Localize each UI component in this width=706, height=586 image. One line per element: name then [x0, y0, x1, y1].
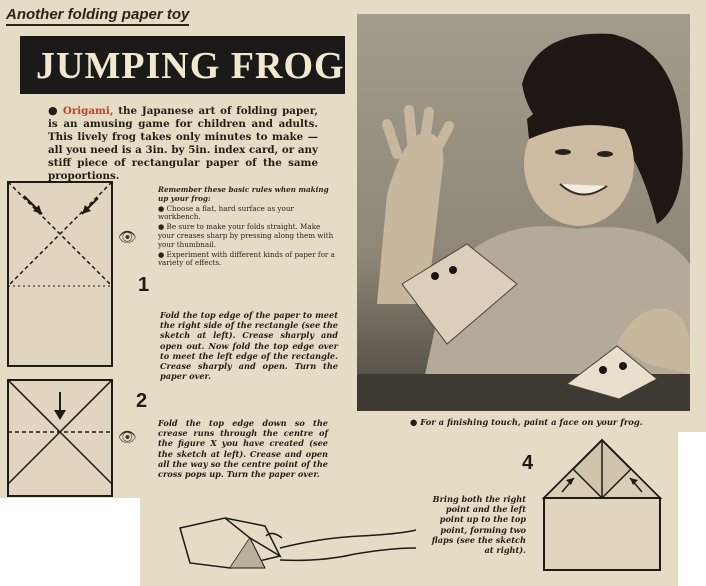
- basic-rules: [158, 186, 338, 269]
- rules-item: ● Be sure to make your folds straight. Make your creases sharp by pressing along them with your thumbnail.: [158, 222, 334, 249]
- rules-item: ● Choose a flat, hard surface as your workbench.: [158, 203, 294, 222]
- hand-fold-sketch: [170, 508, 420, 586]
- intro-text: the Japanese art of folding paper, is an amusing game for children and adults. This lively frog takes only minutes to make — all you need is a 3in. by 5in. index card, or any stiff piece of rectangular paper of the same proportions.: [48, 105, 318, 182]
- step-number-1: 1: [138, 274, 150, 296]
- photo-girl-with-frogs: [357, 14, 690, 411]
- fold-diagram-2: [6, 378, 114, 498]
- title-band: [20, 36, 345, 94]
- step-1-text: Fold the top edge of the paper to meet the right side of the rectangle (see the sketch at left). Crease sharply and open out. Now fold the top edge over to meet the left edge of the rectangle. Crease sharply and open. Turn the paper over.: [160, 310, 338, 382]
- kicker-heading: Another folding paper toy: [6, 6, 189, 26]
- step-2-text: Fold the top edge down so the crease runs through the centre of the figure X you have created (see the sketch at left). Crease and open all the way so the centre point of the cross pops up. Turn the paper over.: [158, 418, 328, 480]
- step-number-4: 4: [522, 452, 534, 474]
- page-title: JUMPING FROG: [36, 45, 345, 87]
- step-number-2: 2: [136, 390, 148, 412]
- fold-diagram-1: [6, 180, 114, 368]
- rules-heading: Remember these basic rules when making up your frog:: [158, 185, 329, 203]
- fold-diagram-4: [540, 434, 664, 574]
- step-4-text: Bring both the right point and the left point up to the top point, forming two flaps (see the sketch at right).: [431, 494, 526, 556]
- intro-paragraph: [48, 104, 318, 183]
- eye-icon: 👁: [118, 428, 138, 446]
- photo-caption: ● For a finishing touch, paint a face on your frog.: [410, 417, 643, 427]
- intro-bullet: ●: [48, 104, 59, 117]
- rules-item: ● Experiment with different kinds of paper for a variety of effects.: [158, 249, 335, 268]
- intro-lead: Origami,: [62, 105, 114, 117]
- eye-icon: 👁: [118, 228, 138, 246]
